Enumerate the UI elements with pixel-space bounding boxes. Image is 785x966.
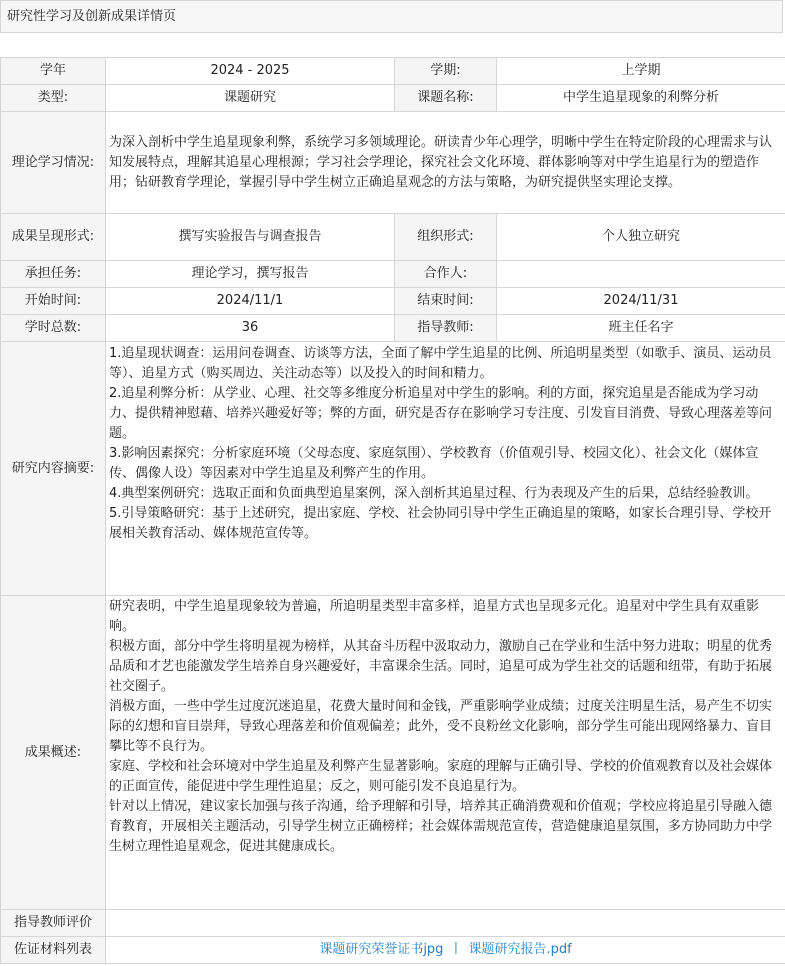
summary-label: 成果概述: xyxy=(1,596,106,910)
summary-paragraph-5: 针对以上情况，建议家长加强与孩子沟通，给予理解和引导，培养其正确消费观和价值观；学校应将追星引导融入德育教育，开展相关主题活动，引导学生树立正确榜样；社会媒体需规范宣传，营造健康追星氛围，多方协同助力中学生树立理性追星观念，促进其健康成长。 xyxy=(109,799,773,854)
evidence-separator: 丨 xyxy=(449,942,463,957)
result-form-value: 撰写实验报告与调查报告 xyxy=(106,214,395,261)
row-content xyxy=(1,342,785,596)
teacher-label: 指导教师: xyxy=(395,315,497,342)
term-label: 学期: xyxy=(395,58,497,85)
row-year-term xyxy=(1,58,785,85)
summary-paragraph-1: 研究表明，中学生追星现象较为普遍，所追明星类型丰富多样，追星方式也呈现多元化。追星对中学生具有双重影响。 xyxy=(109,599,760,634)
task-value: 理论学习，撰写报告 xyxy=(106,261,395,288)
teacher-value: 班主任名字 xyxy=(497,315,785,342)
task-label: 承担任务: xyxy=(1,261,106,288)
start-value: 2024/11/1 xyxy=(106,288,395,315)
org-label: 组织形式: xyxy=(395,214,497,261)
row-teacher-eval xyxy=(1,910,785,937)
theory-text xyxy=(106,112,785,214)
hours-label: 学时总数: xyxy=(1,315,106,342)
evidence-file-link-honor-certificate[interactable]: 课题研究荣誉证书jpg xyxy=(319,942,444,957)
evidence-label: 佐证材料列表 xyxy=(1,937,106,964)
evidence-links xyxy=(106,937,785,964)
row-theory xyxy=(1,112,785,214)
content-paragraph-2: 2.追星利弊分析：从学业、心理、社交等多维度分析追星对中学生的影响。利的方面，探究追星是否能成为学习动力、提供精神慰藉、培养兴趣爱好等；弊的方面，研究是否存在影响学习专注度、引发盲目消费、导致心理落差等问题。 xyxy=(109,386,773,441)
org-value: 个人独立研究 xyxy=(497,214,785,261)
term-value: 上学期 xyxy=(497,58,785,85)
content-paragraph-4: 4.典型案例研究：选取正面和负面典型追星案例，深入剖析其追星过程、行为表现及产生的后果，总结经验教训。 xyxy=(109,486,759,501)
result-form-label: 成果呈现形式: xyxy=(1,214,106,261)
content-paragraph-3: 3.影响因素探究：分析家庭环境（父母态度、家庭氛围）、学校教育（价值观引导、校园文化）、社会文化（媒体宣传、偶像人设）等因素对中学生追星及利弊产生的作用。 xyxy=(109,446,759,481)
summary-paragraph-2: 积极方面，部分中学生将明星视为榜样，从其奋斗历程中汲取动力，激励自己在学业和生活中努力进取；明星的优秀品质和才艺也能激发学生培养自身兴趣爱好，丰富课余生活。同时，追星可成为学生社交的话题和纽带，有助于拓展社交圈子。 xyxy=(109,639,773,694)
partner-value xyxy=(497,261,785,288)
content-paragraph-5: 5.引导策略研究：基于上述研究，提出家庭、学校、社会协同引导中学生正确追星的策略，如家长合理引导、学校开展相关教育活动、媒体规范宣传等。 xyxy=(109,506,772,541)
summary-text xyxy=(106,596,785,910)
row-evidence xyxy=(1,937,785,964)
year-value: 2024 - 2025 xyxy=(106,58,395,85)
row-summary xyxy=(1,596,785,910)
theory-label: 理论学习情况: xyxy=(1,112,106,214)
start-label: 开始时间: xyxy=(1,288,106,315)
row-result-form xyxy=(1,214,785,261)
row-type-topic xyxy=(1,85,785,112)
content-text xyxy=(106,342,785,596)
partner-label: 合作人: xyxy=(395,261,497,288)
theory-paragraph: 为深入剖析中学生追星现象利弊，系统学习多领域理论。研读青少年心理学，明晰中学生在特定阶段的心理需求与认知发展特点，理解其追星心理根源；学习社会学理论，探究社会文化环境、群体影响等对中学生追星行为的塑造作用；钻研教育学理论，掌握引导中学生树立正确追星观念的方法与策略，为研究提供坚实理论支撑。 xyxy=(109,134,773,190)
detail-table xyxy=(0,57,785,964)
row-task xyxy=(1,261,785,288)
end-value: 2024/11/31 xyxy=(497,288,785,315)
teacher-eval-value xyxy=(106,910,785,937)
page-title: 研究性学习及创新成果详情页 xyxy=(0,0,783,33)
summary-paragraph-3: 消极方面，一些中学生过度沉迷追星，花费大量时间和金钱，严重影响学业成绩；过度关注明星生活，易产生不切实际的幻想和盲目崇拜，导致心理落差和价值观偏差；此外，受不良粉丝文化影响，部分学生可能出现网络暴力、盲目攀比等不良行为。 xyxy=(109,699,773,754)
hours-value: 36 xyxy=(106,315,395,342)
row-time xyxy=(1,288,785,315)
type-label: 类型: xyxy=(1,85,106,112)
row-hours xyxy=(1,315,785,342)
year-label: 学年 xyxy=(1,58,106,85)
type-value: 课题研究 xyxy=(106,85,395,112)
end-label: 结束时间: xyxy=(395,288,497,315)
topic-label: 课题名称: xyxy=(395,85,497,112)
content-paragraph-1: 1.追星现状调查：运用问卷调查、访谈等方法，全面了解中学生追星的比例、所追明星类型（如歌手、演员、运动员等）、追星方式（购买周边、关注动态等）以及投入的时间和精力。 xyxy=(109,346,772,381)
summary-paragraph-4: 家庭、学校和社会环境对中学生追星及利弊产生显著影响。家庭的理解与正确引导、学校的价值观教育以及社会媒体的正面宣传，能促进中学生理性追星；反之，则可能引发不良追星行为。 xyxy=(109,759,773,794)
teacher-eval-label: 指导教师评价 xyxy=(1,910,106,937)
evidence-file-link-report[interactable]: 课题研究报告.pdf xyxy=(468,942,572,957)
topic-value: 中学生追星现象的利弊分析 xyxy=(497,85,785,112)
content-label: 研究内容摘要: xyxy=(1,342,106,596)
